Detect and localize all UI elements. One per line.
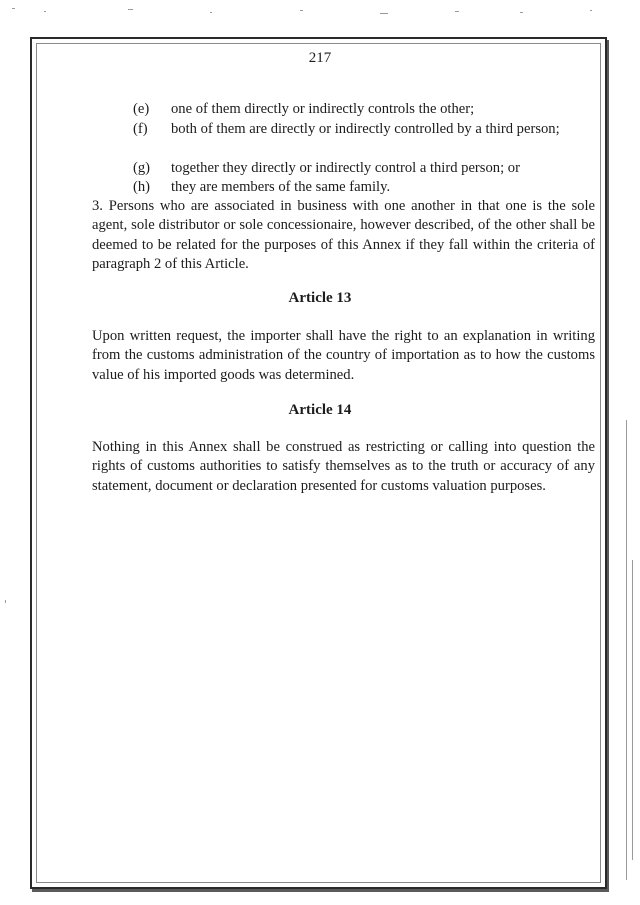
article-13-text: Upon written request, the importer shall have the right to an explanation in writing from the customs administration of the country of importation as to how the customs value of his imported goods was determined. bbox=[92, 328, 595, 383]
list-item-text: one of them directly or indirectly controls the other; bbox=[171, 101, 475, 117]
list-item-label: (e) bbox=[133, 101, 150, 117]
list-item-label: (g) bbox=[133, 160, 151, 176]
list-item-text: both of them are directly or indirectly controlled by a third person; bbox=[171, 121, 560, 137]
article-14-heading: Article 14 bbox=[288, 402, 352, 418]
page-number: 217 bbox=[308, 50, 332, 66]
list-item-text: together they directly or indirectly control a third person; or bbox=[171, 160, 520, 176]
list-item-text: they are members of the same family. bbox=[171, 179, 391, 195]
list-item-label: (h) bbox=[133, 179, 151, 195]
article-14-text: Nothing in this Annex shall be construed as restricting or calling into question the rights of customs authorities to satisfy themselves as to the truth or accuracy of any statement, document or declaration presented for customs valuation purposes. bbox=[92, 439, 595, 494]
list-item-label: (f) bbox=[133, 121, 148, 137]
article-13-heading: Article 13 bbox=[288, 290, 352, 306]
paragraph-3: 3. Persons who are associated in business with one another in that one is the sole agent, sole distributor or sole concessionaire, however described, of the other shall be deemed to be related for the purposes of this Annex if they fall within the criteria of paragraph 2 of this Article. bbox=[92, 198, 595, 272]
list-item-h bbox=[133, 178, 595, 197]
list-item-f bbox=[133, 120, 595, 139]
list-item-e bbox=[133, 100, 595, 119]
list-item-g bbox=[133, 159, 595, 178]
